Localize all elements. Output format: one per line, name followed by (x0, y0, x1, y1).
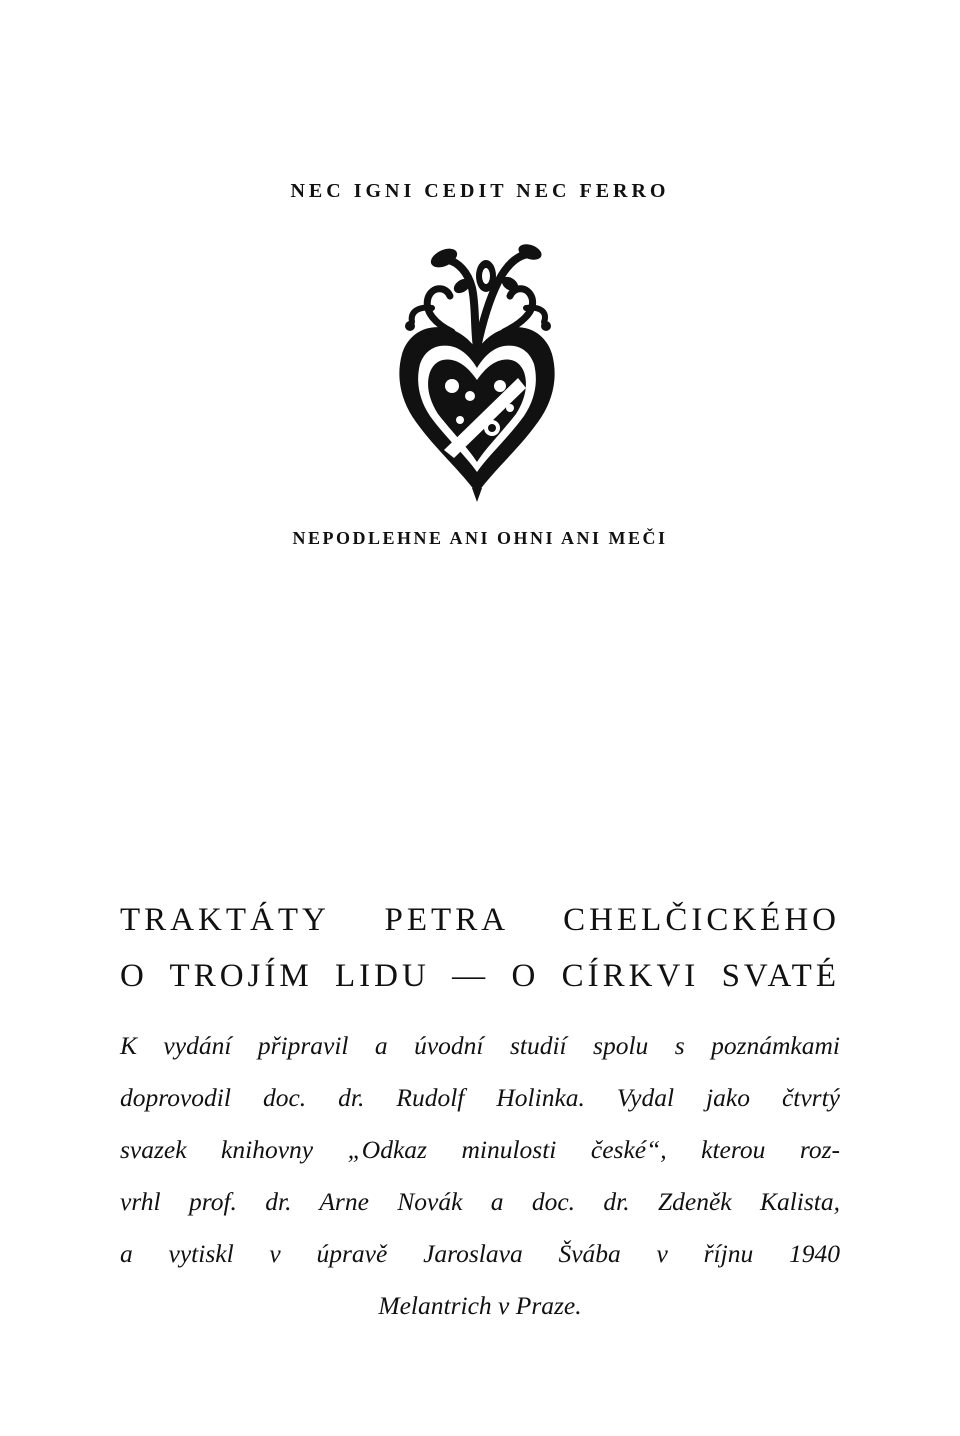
colophon (120, 1020, 840, 1332)
colophon-line: K vydání připravil a úvodní studií spolu s poznámkami (120, 1031, 840, 1060)
motto-latin: NEC IGNI CEDIT NEC FERRO (290, 180, 670, 202)
book-title (120, 892, 840, 1004)
colophon-line: a vytiskl v úpravě Jaroslava Švába v říjnu 1940 (120, 1239, 840, 1268)
motto-czech: NEPODLEHNE ANI OHNI ANI MEČI (292, 528, 668, 548)
colophon-line: Melantrich v Praze. (378, 1291, 582, 1320)
title-line: O TROJÍM LIDU — O CÍRKVI SVATÉ (120, 958, 840, 994)
heraldic-heart-shield-icon (392, 236, 562, 502)
title-line: TRAKTÁTY PETRA CHELČICKÉHO (120, 902, 840, 938)
colophon-line: doprovodil doc. dr. Rudolf Holinka. Vydal jako čtvrtý (120, 1083, 840, 1112)
colophon-line: vrhl prof. dr. Arne Novák a doc. dr. Zdeněk Kalista, (120, 1187, 840, 1216)
colophon-line: svazek knihovny „Odkaz minulosti české“, kterou roz- (120, 1135, 840, 1164)
